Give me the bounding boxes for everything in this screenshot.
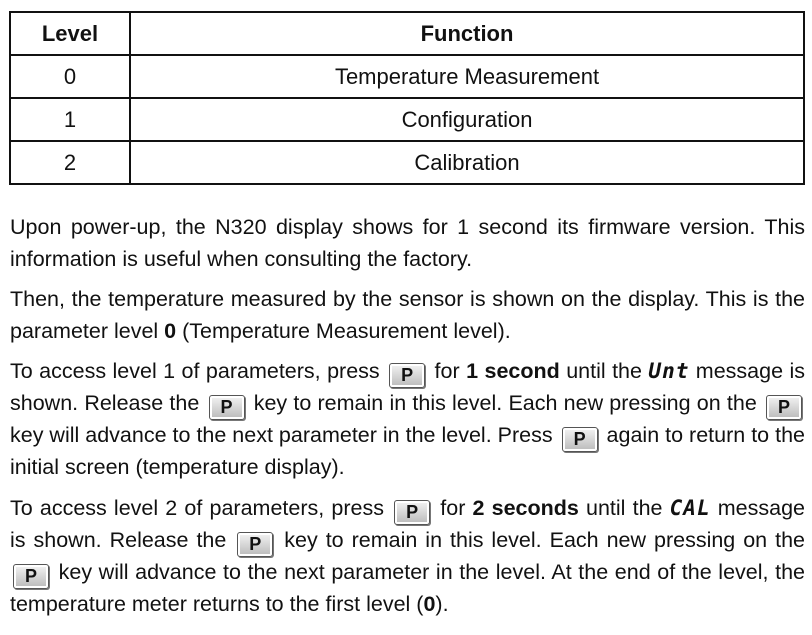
cal-display-message: CAL [669,495,711,520]
paragraph-power-up [10,212,805,275]
header-level: Level [10,12,130,55]
p-key-icon: P [389,363,425,388]
paragraph-text: message is shown. Release the [10,495,805,552]
cell-level: 0 [10,55,130,98]
p-key-icon: P [13,564,49,589]
paragraph-text: To access level 1 of parameters, press [10,359,387,383]
levels-table [9,11,805,185]
paragraph-level-0 [10,284,805,347]
header-function: Function [130,12,804,55]
paragraph-text: To access level 2 of parameters, press [10,495,392,520]
document-body [10,212,805,629]
unt-display-message: Unt [648,359,690,383]
paragraph-text: key will advance to the next parameter in the level. At the end of the level, the temperature meter returns to the first level ( [10,559,805,616]
duration-bold: 1 second [466,359,560,383]
paragraph-text: (Temperature Measurement level). [176,318,511,343]
p-key-icon: P [766,395,802,420]
duration-bold: 2 seconds [472,495,579,520]
paragraph-level-2 [10,493,805,621]
level-0-bold: 0 [423,591,436,616]
p-key-icon: P [394,500,430,525]
paragraph-text: Then, the temperature measured by the sensor is shown on the display. This is the parameter level [10,287,805,343]
table-row [10,141,804,184]
cell-level: 1 [10,98,130,141]
level-0-bold: 0 [164,318,177,343]
paragraph-text: Upon power-up, the N320 display shows for 1 second its firmware version. This information is useful when consulting the factory. [10,215,805,271]
paragraph-text: ). [435,591,449,616]
cell-function: Temperature Measurement [130,55,804,98]
paragraph-text: message is shown. Release the [10,359,806,415]
table-row [10,55,804,98]
p-key-icon: P [209,395,245,420]
cell-function: Configuration [130,98,804,141]
paragraph-text: key will advance to the next parameter in the level. Press [10,423,559,447]
cell-function: Calibration [130,141,804,184]
paragraph-text: key to remain in this level. Each new pressing on the [247,391,763,415]
table-row [10,98,804,141]
cell-level: 2 [10,141,130,184]
paragraph-level-1 [10,356,805,484]
paragraph-text: for [428,359,467,383]
paragraph-text: until the [559,359,649,383]
p-key-icon: P [237,532,273,557]
paragraph-text: until the [578,495,670,520]
table-header-row [10,12,804,55]
p-key-icon: P [562,427,598,452]
paragraph-text: for [433,495,473,520]
paragraph-text: again to return to the initial screen (temperature display). [10,423,805,479]
paragraph-text: key to remain in this level. Each new pressing on the [276,527,805,552]
